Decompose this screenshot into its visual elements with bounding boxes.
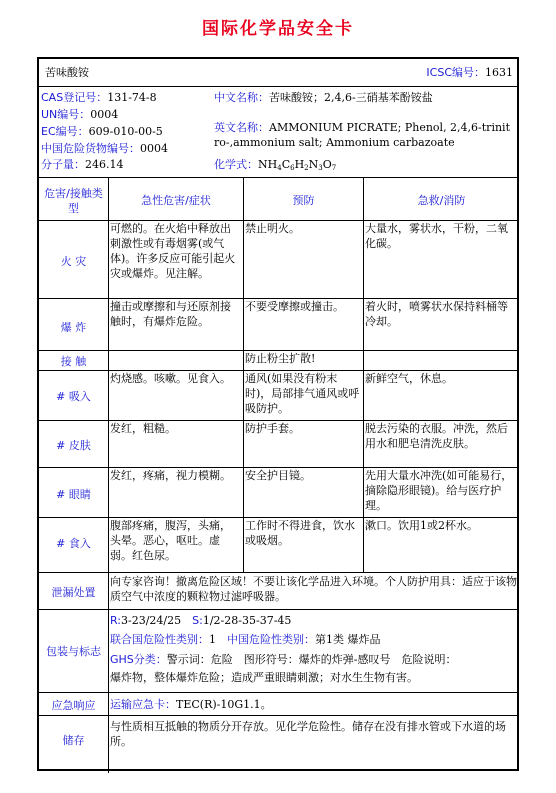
icsc-label: ICSC编号： (426, 66, 485, 79)
chemical-name: 苦味酸铵 (45, 66, 89, 79)
explosion-acute: 撞击或摩擦和与还原剂接触时，有爆炸危险。 (110, 300, 231, 328)
row-label-packaging: 包装与标志 (46, 645, 101, 658)
english-name (214, 120, 514, 150)
chemical-formula: 化学式：$NH_4C_6H_2N_3O_7$ (214, 158, 337, 172)
ingestion-aid: 漱口。饮用1或2杯水。 (365, 519, 478, 532)
un-number (41, 107, 118, 122)
ghs-classification: GHS分类：警示词：危险 图形符号：爆炸的炸弹-感叹号 危险说明： (110, 653, 457, 666)
col-divider (108, 177, 109, 773)
divider (39, 715, 517, 716)
ec-value: 609-010-00-5 (88, 125, 163, 138)
header-aid: 急救/消防 (417, 194, 466, 207)
skin-acute: 发红，粗糙。 (110, 422, 176, 435)
cn-danger-number (41, 141, 168, 156)
row-label-eyes: # 眼睛 (56, 488, 91, 501)
ec-label: EC编号： (41, 125, 89, 138)
divider (39, 86, 517, 87)
cn-name-label: 中文名称： (214, 91, 269, 104)
formula-label: 化学式： (214, 158, 258, 171)
hazard-class: 联合国危险性类别：1 中国危险性类别：第1类 爆炸品 (110, 633, 381, 646)
un-label: UN编号： (41, 108, 91, 121)
header-prevent: 预防 (292, 194, 315, 207)
header-type: 危害/接触类型 (44, 187, 103, 215)
cas-value: 131-74-8 (107, 91, 157, 104)
cn-danger-value: 0004 (140, 142, 168, 155)
safety-card (37, 57, 519, 771)
row-label-ingestion: # 食入 (56, 537, 91, 550)
ghs-classification-cont: 爆炸物，整体爆炸危险；造成严重眼睛刺激；对水生生物有害。 (110, 671, 418, 684)
un-value: 0004 (90, 108, 119, 121)
en-name-label: 英文名称： (214, 121, 269, 134)
row-label-storage: 储存 (62, 734, 85, 747)
chinese-name (214, 90, 433, 105)
row-label-inhalation: # 吸入 (56, 390, 91, 403)
inhalation-prevent: 通风(如果没有粉末时)，局部排气通风或呼吸防护。 (245, 372, 360, 415)
divider (39, 692, 517, 693)
icsc-value: 1631 (485, 66, 513, 79)
molecular-weight (41, 157, 124, 172)
fire-acute: 可燃的。在火焰中释放出刺激性或有毒烟雾(或气体)。许多反应可能引起火灾或爆炸。见注解。 (110, 222, 236, 280)
eyes-acute: 发红，疼痛，视力模糊。 (110, 469, 231, 482)
cas-label: CAS登记号： (41, 91, 108, 104)
skin-aid: 脱去污染的衣服。冲洗，然后用水和肥皂清洗皮肤。 (365, 422, 508, 450)
row-label-explosion: 爆 炸 (60, 321, 87, 334)
mw-label: 分子量： (41, 158, 85, 171)
divider (39, 572, 517, 573)
explosion-aid: 着火时，喷雾状水保持料桶等冷却。 (365, 300, 508, 328)
inhalation-acute: 灼烧感。咳嗽。见食入。 (110, 372, 231, 385)
row-label-emergency: 应急响应 (51, 699, 96, 712)
cn-name-value: 苦味酸铵；2,4,6-三硝基苯酚铵盐 (269, 91, 433, 104)
icsc-number (426, 65, 513, 80)
ec-number (41, 124, 163, 139)
storage-text: 与性质相互抵触的物质分开存放。见化学危险性。储存在没有排水管或下水道的场所。 (110, 720, 506, 748)
row-label-skin: # 皮肤 (56, 439, 91, 452)
divider (39, 609, 517, 610)
eyes-aid: 先用大量水冲洗(如可能易行，摘除隐形眼镜)。给与医疗护理。 (365, 469, 513, 512)
ingestion-acute: 腹部疼痛，腹泻，头痛，头晕。恶心，呕吐。虚弱。红色尿。 (110, 519, 231, 562)
header-acute: 急性危害/症状 (141, 194, 211, 207)
card-title: 国际化学品安全卡 (202, 19, 354, 39)
mw-value: 246.14 (85, 158, 124, 171)
contact-prevent: 防止粉尘扩散! (245, 352, 316, 365)
divider (39, 177, 517, 178)
spill-text: 向专家咨询！撤离危险区域！不要让该化学品进入环境。个人防护用具：适应于该物质空气中浓度的颗粒物过滤呼吸器。 (110, 575, 517, 603)
row-label-contact: 接 触 (60, 355, 87, 368)
cn-danger-label: 中国危险货物编号： (41, 142, 140, 155)
eyes-prevent: 安全护目镜。 (245, 469, 311, 482)
col-divider (243, 177, 244, 572)
skin-prevent: 防护手套。 (245, 422, 300, 435)
ingestion-prevent: 工作时不得进食，饮水或吸烟。 (245, 519, 355, 547)
row-label-spill: 泄漏处置 (51, 586, 96, 599)
fire-prevent: 禁止明火。 (245, 222, 300, 235)
en-name-value: AMMONIUM PICRATE; Phenol, 2,4,6-trinitro-,ammonium salt; Ammonium carbazoate (214, 121, 510, 149)
col-divider (363, 177, 364, 572)
explosion-prevent: 不要受摩擦或撞击。 (245, 300, 344, 313)
risk-safety-phrases: R:3-23/24/25 S:1/2-28-35-37-45 (110, 614, 292, 627)
cas-number (41, 90, 157, 105)
emergency-response: 运输应急卡：TEC(R)-10G1.1。 (110, 698, 272, 711)
inhalation-aid: 新鲜空气，休息。 (365, 372, 453, 385)
fire-aid: 大量水，雾状水，干粉，二氧化碳。 (365, 222, 508, 250)
row-label-fire: 火 灾 (60, 255, 87, 268)
